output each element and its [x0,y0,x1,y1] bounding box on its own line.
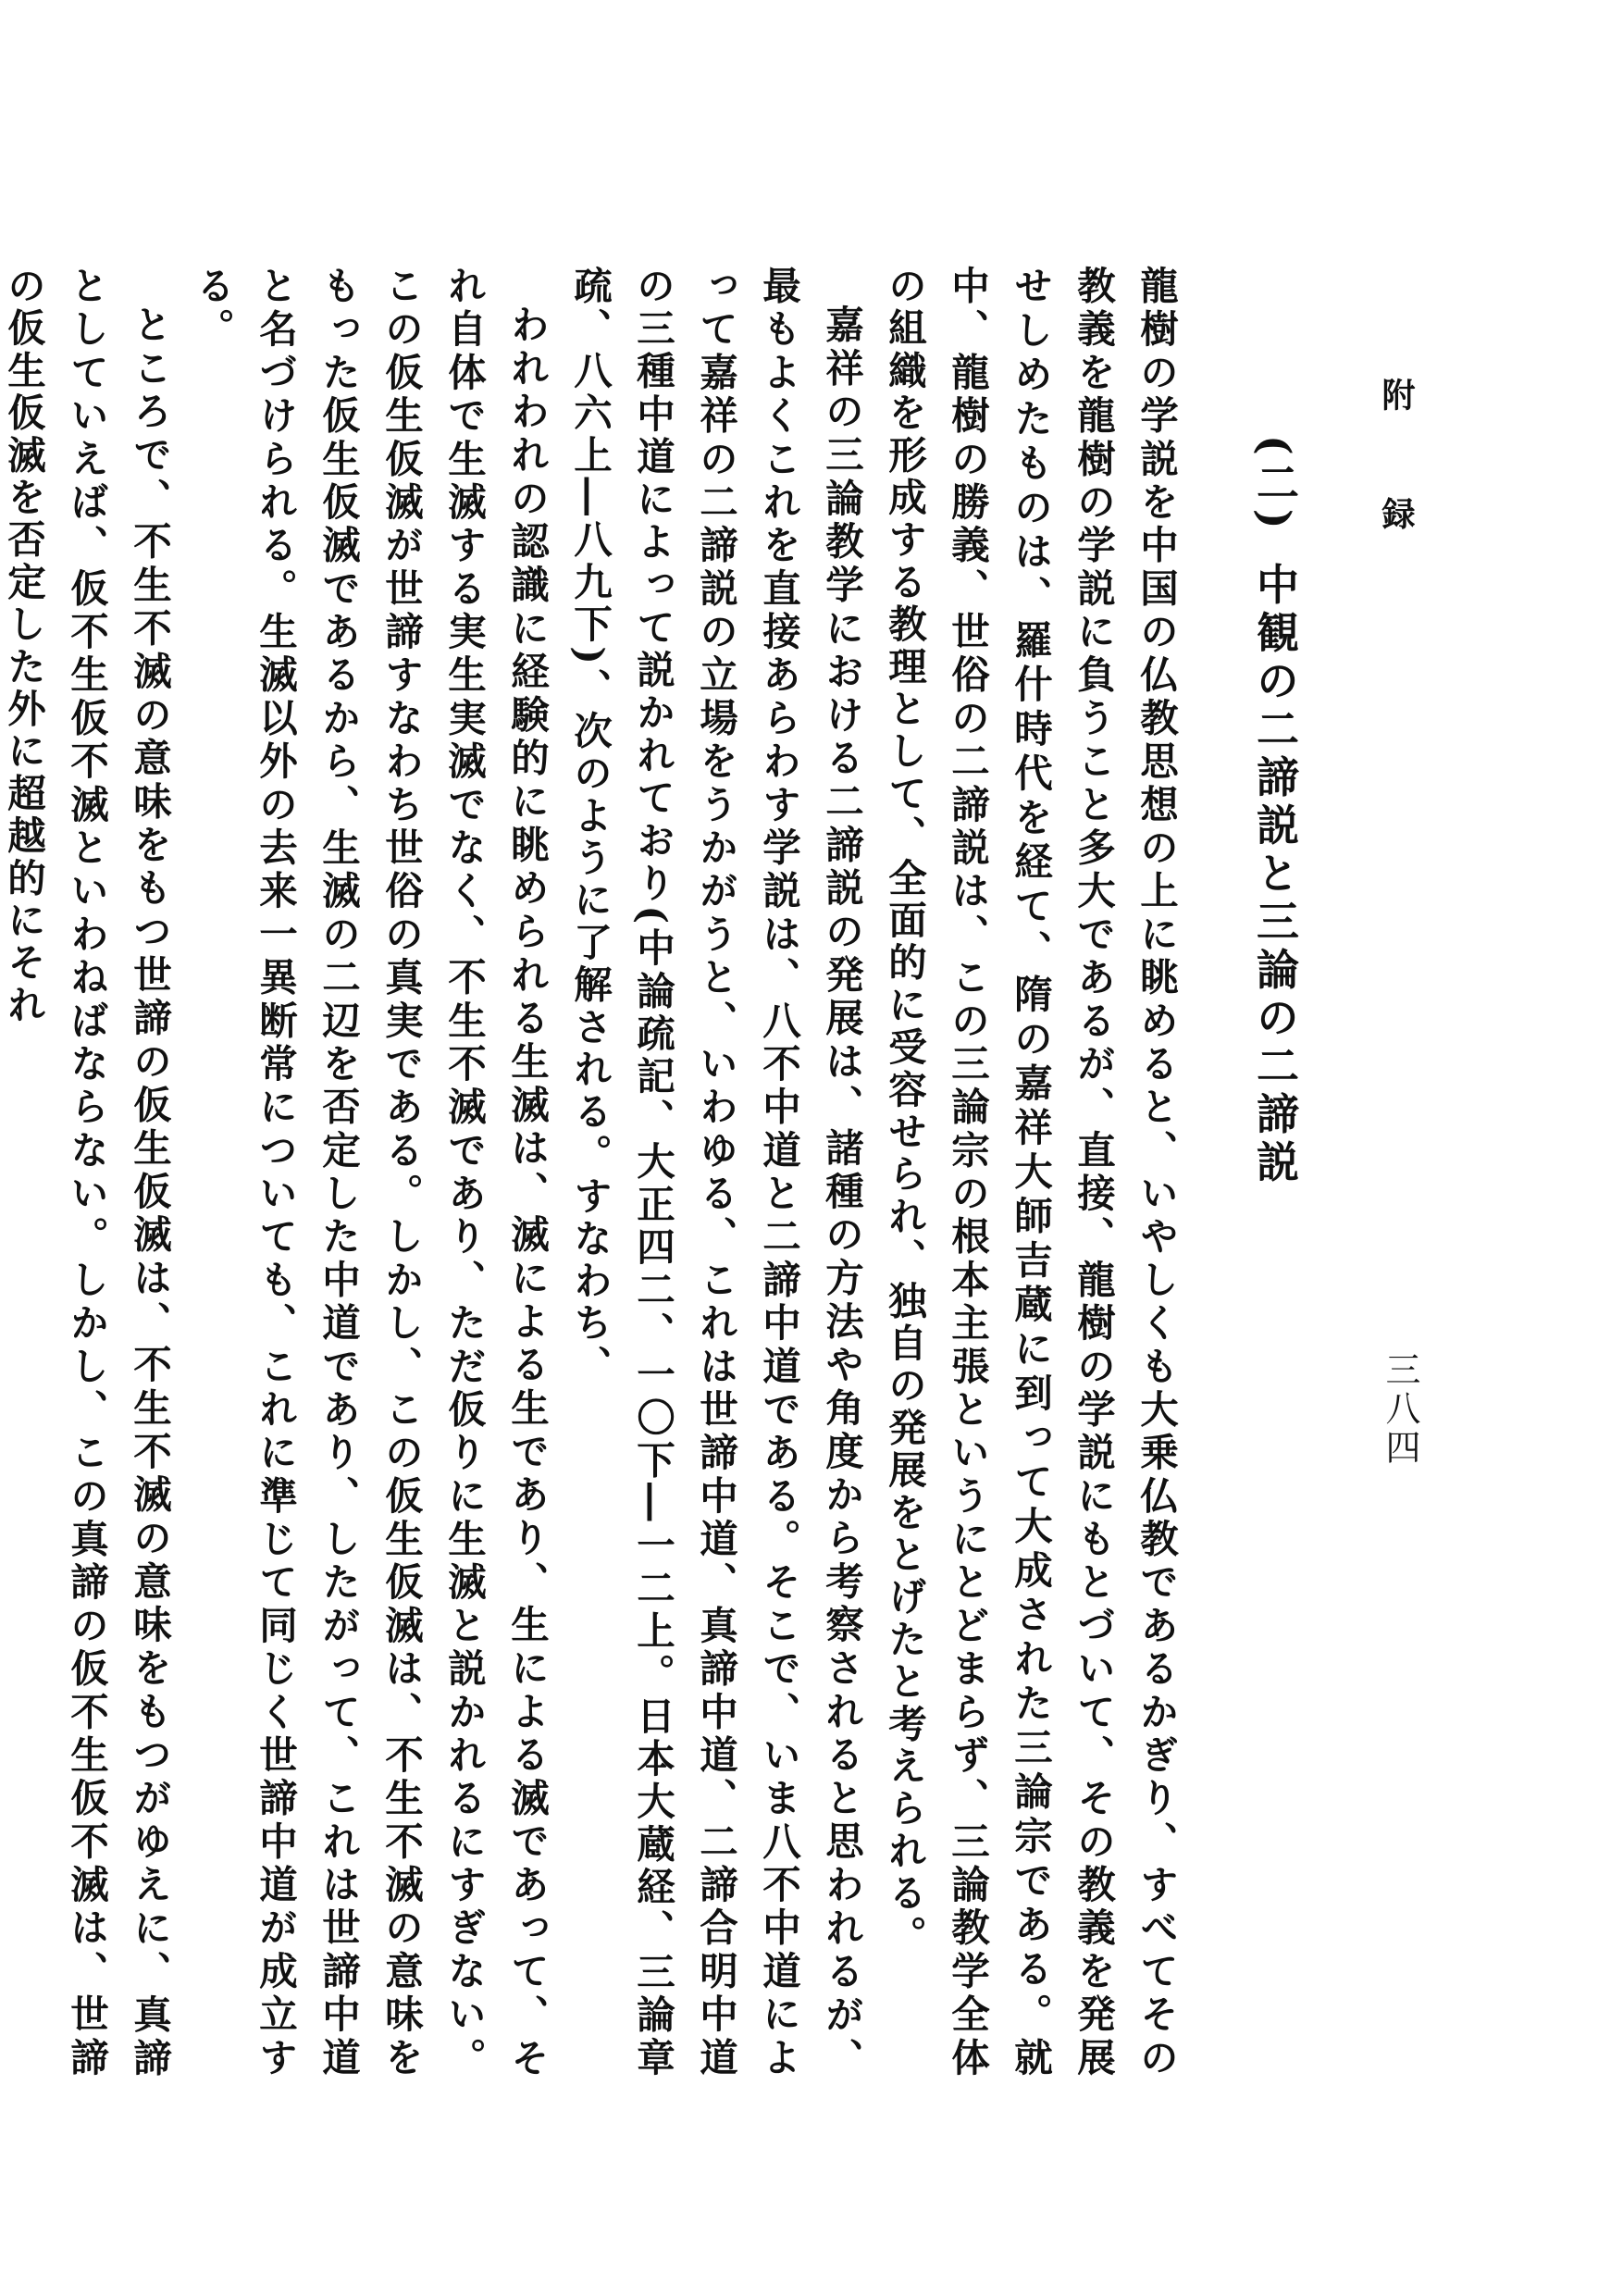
paragraph: 龍樹の学説を中国の仏教思想の上に眺めると、いやしくも大乗仏教であるかぎり、すべてその教義を龍樹の学説に負うこと多大であるが、直接、龍樹の学説にもとづいて、その教義を発展せしめたものは、羅什時代を経て、隋の嘉祥大師吉蔵に到って大成された三論宗である。就中、龍樹の勝義、世俗の二諦説は、この三論宗の根本主張というにとどまらず、三論教学全体の組織を形成する教理として、全面的に受容せられ、独自の発展をとげたと考えられる。 [882,266,1179,2079]
paragraph: われわれの認識に経験的に眺められる生滅は、滅による生であり、生による滅であって、それ自体で生滅する実生実滅でなく、不生不滅であり、ただ仮りに生滅と説かれるにすぎない。この仮生仮滅が世諦すなわち世俗の真実である。しかし、この仮生仮滅は、不生不滅の意味をもった仮生仮滅であるから、生滅の二辺を否定した中道であり、したがって、これは世諦中道と名づけられる。生滅以外の去来一異断常についても、これに準じて同じく世諦中道が成立する。 [190,266,550,2079]
page-number: 三八四 [1380,1351,1420,1468]
section-title-text: 中観の二諦説と三論の二諦説 [1250,562,1300,1188]
paragraph: ところで、不生不滅の意味をもつ世諦の仮生仮滅は、不生不滅の意味をもつがゆえに、真諦としていえば、仮不生仮不滅といわねばならない。しかし、この真諦の仮不生仮不滅は、世諦の仮生仮滅を否定した外に超越的にそれ [1,266,172,2079]
section-title [1245,435,1306,1188]
section-number: (二) [1250,435,1300,535]
body-text [1,266,1187,2079]
running-head: 附 録 [1377,378,1416,567]
paragraph: 嘉祥の三論教学における二諦説の発展は、諸種の方法や角度から考察されると思われるが、最もよくこれを直接あらわす学説は、八不中道と二諦中道である。そこで、いま八不中道によって嘉祥の二諦説の立場をうかがうと、いわゆる、これは世諦中道、真諦中道、二諦合明中道の三種中道によって説かれており(中論疏記、大正四二、一〇下―一二上。日本大蔵経、三論章疏、八六上―八九下)、次のように了解される。すなわち、 [567,266,864,2079]
